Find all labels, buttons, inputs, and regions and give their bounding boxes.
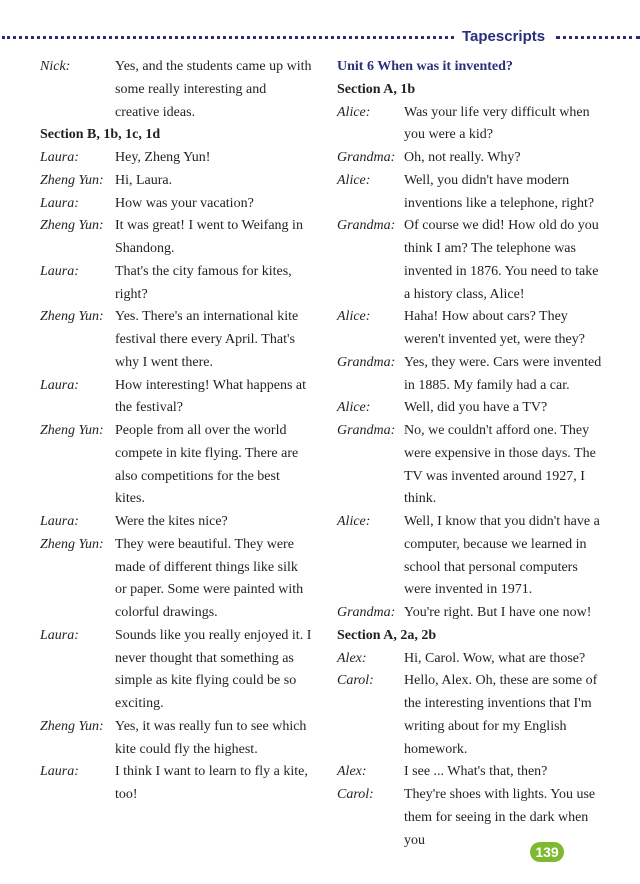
speaker-name: Alice: bbox=[337, 514, 371, 529]
dialogue-line bbox=[40, 511, 312, 534]
dialogue-line bbox=[40, 534, 312, 625]
dialogue-line bbox=[337, 215, 605, 306]
dialogue-text: Yes, they were. Cars were invented in 1885. My family had a car. bbox=[404, 354, 602, 393]
dialogue-line bbox=[337, 306, 605, 352]
page-number-badge: 139 bbox=[530, 842, 564, 862]
dialogue-line bbox=[337, 761, 605, 784]
dialogue-line bbox=[40, 625, 312, 716]
speaker-name: Grandma: bbox=[337, 423, 396, 438]
speaker-name: Zheng Yun: bbox=[40, 423, 104, 438]
dialogue-line bbox=[40, 761, 312, 807]
dialogue-text: Hello, Alex. Oh, these are some of the interesting inventions that I'm writing about for my English homework. bbox=[404, 673, 598, 757]
dialogue-text: Yes, and the students came up with some really interesting and creative ideas. bbox=[115, 59, 312, 120]
dialogue-text: It was great! I went to Weifang in Shandong. bbox=[115, 218, 303, 256]
speaker-name: Alice: bbox=[337, 104, 371, 120]
speaker-name: Zheng Yun: bbox=[40, 718, 104, 734]
dialogue-text: Oh, not really. Why? bbox=[404, 150, 521, 165]
speaker-name: Grandma: bbox=[337, 605, 396, 620]
dialogue-text: Yes. There's an international kite festival there every April. That's why I went there. bbox=[115, 309, 299, 370]
dialogue-text: Hi, Carol. Wow, what are those? bbox=[404, 650, 586, 666]
dialogue-line bbox=[337, 511, 605, 602]
dialogue-line bbox=[337, 102, 605, 148]
dialogue-line bbox=[40, 147, 312, 170]
speaker-name: Alice: bbox=[337, 172, 371, 188]
dialogue-line bbox=[337, 670, 605, 761]
dialogue-text: Of course we did! How old do you think I am? The telephone was invented in 1876. You need to take a history class, Alice! bbox=[404, 218, 599, 302]
dialogue-text: I see ... What's that, then? bbox=[404, 764, 548, 780]
dialogue-line bbox=[337, 602, 605, 625]
speaker-name: Zheng Yun: bbox=[40, 536, 104, 552]
section-heading: Section A, 2a, 2b bbox=[337, 627, 437, 643]
running-header bbox=[0, 26, 640, 50]
speaker-name: Zheng Yun: bbox=[40, 172, 104, 188]
unit-title: Unit 6 When was it invented? bbox=[337, 59, 513, 74]
speaker-name: Alex: bbox=[337, 650, 367, 666]
dialogue-text: How interesting! What happens at the festival? bbox=[115, 377, 307, 416]
dialogue-line bbox=[337, 420, 605, 511]
dialogue-line bbox=[40, 261, 312, 307]
speaker-name: Grandma: bbox=[337, 218, 396, 234]
dialogue-text: Well, you didn't have modern inventions like a telephone, right? bbox=[404, 172, 595, 211]
dialogue-text: Were the kites nice? bbox=[115, 514, 228, 529]
speaker-name: Nick: bbox=[40, 59, 71, 74]
dialogue-line bbox=[40, 306, 312, 374]
dialogue-text: How was your vacation? bbox=[115, 195, 254, 211]
dialogue-line bbox=[337, 784, 605, 852]
dialogue-text: That's the city famous for kites, right? bbox=[115, 263, 292, 302]
speaker-name: Laura: bbox=[40, 263, 79, 279]
speaker-name: Grandma: bbox=[337, 354, 396, 370]
header-dotted-rule-right bbox=[556, 36, 640, 39]
header-title: Tapescripts bbox=[462, 28, 546, 45]
dialogue-line bbox=[337, 147, 605, 170]
dialogue-text: Haha! How about cars? They weren't invented yet, were they? bbox=[404, 309, 585, 347]
dialogue-line bbox=[40, 420, 312, 511]
dialogue-line bbox=[337, 648, 605, 671]
speaker-name: Laura: bbox=[40, 514, 79, 529]
section-heading: Section B, 1b, 1c, 1d bbox=[40, 127, 161, 143]
speaker-name: Laura: bbox=[40, 195, 79, 211]
dialogue-line bbox=[40, 193, 312, 216]
dialogue-text: Hey, Zheng Yun! bbox=[115, 150, 211, 165]
section-heading: Section A, 1b bbox=[337, 81, 416, 97]
dialogue-text: You're right. But I have one now! bbox=[404, 605, 592, 620]
dialogue-text: Well, I know that you didn't have a computer, because we learned in school that personal computers were invented in 1971. bbox=[404, 514, 600, 598]
dialogue-text: I think I want to learn to fly a kite, too! bbox=[115, 764, 308, 802]
speaker-name: Laura: bbox=[40, 627, 79, 643]
dialogue-text: Was your life very difficult when you were a kid? bbox=[404, 104, 590, 143]
speaker-name: Laura: bbox=[40, 150, 79, 165]
speaker-name: Laura: bbox=[40, 764, 79, 780]
dialogue-text: Yes, it was really fun to see which kite could fly the highest. bbox=[115, 718, 307, 757]
dialogue-text: No, we couldn't afford one. They were expensive in those days. The TV was invented around 1927, I think. bbox=[404, 423, 596, 507]
dialogue-line bbox=[40, 375, 312, 421]
dialogue-text: Sounds like you really enjoyed it. I never thought that something as simple as kite flying could be so exciting. bbox=[115, 627, 312, 711]
dialogue-line bbox=[40, 170, 312, 193]
speaker-name: Carol: bbox=[337, 673, 374, 689]
dialogue-text: They were beautiful. They were made of different things like silk or paper. Some were painted with colorful drawings. bbox=[115, 536, 304, 620]
left-column bbox=[40, 56, 312, 807]
dialogue-line bbox=[337, 397, 605, 420]
dialogue-line bbox=[40, 215, 312, 261]
speaker-name: Carol: bbox=[337, 787, 374, 802]
dialogue-text: People from all over the world compete in kite flying. There are also competitions for the best kites. bbox=[115, 423, 299, 507]
speaker-name: Zheng Yun: bbox=[40, 218, 104, 234]
dialogue-line bbox=[40, 56, 312, 124]
speaker-name: Alice: bbox=[337, 309, 371, 325]
right-column bbox=[337, 56, 605, 852]
dialogue-text: Hi, Laura. bbox=[115, 172, 173, 188]
speaker-name: Zheng Yun: bbox=[40, 309, 104, 325]
header-dotted-rule-left bbox=[2, 36, 454, 39]
dialogue-line bbox=[337, 170, 605, 216]
dialogue-text: They're shoes with lights. You use them for seeing in the dark when you bbox=[404, 787, 596, 848]
speaker-name: Laura: bbox=[40, 377, 79, 393]
dialogue-line bbox=[40, 716, 312, 762]
speaker-name: Grandma: bbox=[337, 150, 396, 165]
speaker-name: Alex: bbox=[337, 764, 367, 780]
speaker-name: Alice: bbox=[337, 400, 371, 416]
dialogue-text: Well, did you have a TV? bbox=[404, 400, 548, 416]
dialogue-line bbox=[337, 352, 605, 398]
